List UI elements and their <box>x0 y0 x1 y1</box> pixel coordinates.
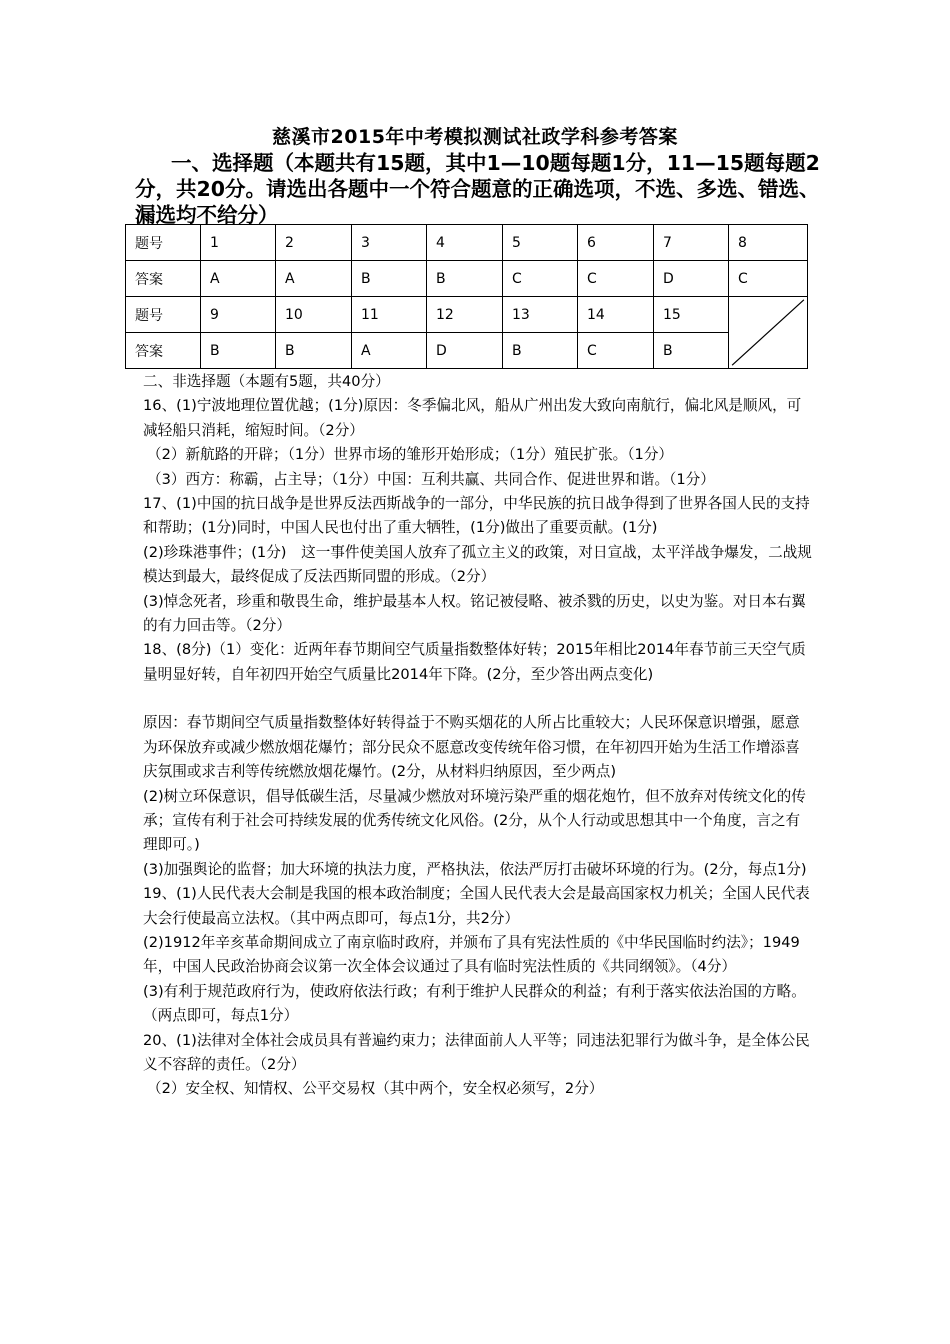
answer-16-1: 16、(1)宁波地理位置优越；(1分)原因：冬季偏北风，船从广州出发大致向南航行，偏北风是顺风，可减轻船只消耗，缩短时间。（2分） <box>143 397 802 439</box>
table-cell: 1 <box>201 225 276 261</box>
table-cell: 3 <box>352 225 427 261</box>
table-cell: 15 <box>654 297 729 333</box>
table-row <box>126 297 808 333</box>
table-cell: A <box>276 261 352 297</box>
answer-19-3: (3)有利于规范政府行为，使政府依法行政；有利于维护人民群众的利益；有利于落实依法治国的方略。（两点即可，每点1分） <box>143 982 806 1025</box>
table-cell: B <box>201 333 276 369</box>
diagonal-line <box>729 297 807 368</box>
table-cell: 答案 <box>126 333 201 369</box>
answer-19-1: 19、(1)人民代表大会制是我国的根本政治制度；全国人民代表大会是最高国家权力机关；全国人民代表大会行使最高立法权。（其中两点即可，每点1分，共2分） <box>143 885 810 927</box>
answer-19-2: (2)1912年辛亥革命期间成立了南京临时政府，并颁布了具有宪法性质的《中华民国临时约法》；1949年，中国人民政治协商会议第一次全体会议通过了具有临时宪法性质的《共同纲领》。（4分） <box>143 933 800 976</box>
page-title: 慈溪市2015年中考模拟测试社政学科参考答案 <box>272 126 678 148</box>
table-cell: 14 <box>578 297 654 333</box>
answer-16-2: （2）新航路的开辟；（1分）世界市场的雏形开始形成；（1分）殖民扩张。（1分） <box>147 446 674 464</box>
answer-20-2: （2）安全权、知情权、公平交易权（其中两个，安全权必须写，2分） <box>147 1080 604 1098</box>
answer-20-1: 20、(1)法律对全体社会成员具有普遍约束力；法律面前人人平等；同违法犯罪行为做斗争，是全体公民义不容辞的责任。（2分） <box>143 1031 810 1073</box>
table-cell: 8 <box>729 225 808 261</box>
table-cell: 9 <box>201 297 276 333</box>
table-cell: 5 <box>503 225 578 261</box>
table-cell: B <box>427 261 503 297</box>
table-cell: B <box>352 261 427 297</box>
answer-17-2: (2)珍珠港事件；(1分) 这一事件使美国人放弃了孤立主义的政策，对日宣战，太平洋战争爆发，二战规模达到最大，最终促成了反法西斯同盟的形成。（2分） <box>143 543 812 586</box>
answer-18-3: (3)加强舆论的监督；加大环境的执法力度，严格执法，依法严厉打击破坏环境的行为。(2分，每点1分) <box>143 860 807 878</box>
table-cell: C <box>578 333 654 369</box>
table-cell: D <box>427 333 503 369</box>
table-row <box>126 333 808 369</box>
table-cell: 13 <box>503 297 578 333</box>
table-cell: A <box>352 333 427 369</box>
answer-table <box>125 224 808 369</box>
section2-heading: 二、非选择题（本题有5题，共40分） <box>143 373 390 390</box>
table-cell: 答案 <box>126 261 201 297</box>
diagonal-blank-cell <box>729 297 808 369</box>
table-cell: 7 <box>654 225 729 261</box>
table-cell: 题号 <box>126 297 201 333</box>
answer-16-3: （3）西方：称霸，占主导；（1分）中国：互利共赢、共同合作、促进世界和谐。（1分） <box>147 470 715 488</box>
answer-17-1: 17、(1)中国的抗日战争是世界反法西斯战争的一部分，中华民族的抗日战争得到了世界各国人民的支持和帮助；(1分)同时，中国人民也付出了重大牺牲，(1分)做出了重要贡献。(1分) <box>143 495 810 537</box>
table-cell: B <box>276 333 352 369</box>
table-cell: B <box>654 333 729 369</box>
table-cell: C <box>578 261 654 297</box>
table-cell: B <box>503 333 578 369</box>
table-cell: C <box>503 261 578 297</box>
answer-18-reason: 原因：春节期间空气质量指数整体好转得益于不购买烟花的人所占比重较大；人民环保意识增强，愿意为环保放弃或减少燃放烟花爆竹；部分民众不愿意改变传统年俗习惯，在年初四开始为生活工作增添喜庆氛围或求吉利等传统燃放烟花爆竹。(2分，从材料归纳原因，至少两点) <box>143 714 800 781</box>
table-cell: 10 <box>276 297 352 333</box>
answer-18-1: 18、(8分)（1）变化：近两年春节期间空气质量指数整体好转；2015年相比2014年春节前三天空气质量明显好转，自年初四开始空气质量比2014年下降。(2分，至少答出两点变化) <box>143 641 806 683</box>
table-cell: 12 <box>427 297 503 333</box>
table-cell: 2 <box>276 225 352 261</box>
table-row <box>126 225 808 261</box>
answer-body <box>143 370 813 1102</box>
answer-17-3: (3)悼念死者，珍重和敬畏生命，维护最基本人权。铭记被侵略、被杀戮的历史，以史为鉴。对日本右翼的有力回击等。（2分） <box>143 592 806 635</box>
table-cell: C <box>729 261 808 297</box>
section1-heading: 一、选择题（本题共有15题，其中1—10题每题1分，11—15题每题2分，共20分。请选出各题中一个符合题意的正确选项，不选、多选、错选、漏选均不给分） <box>135 151 820 227</box>
table-cell: D <box>654 261 729 297</box>
table-cell: 题号 <box>126 225 201 261</box>
table-row <box>126 261 808 297</box>
answer-18-2: (2)树立环保意识，倡导低碳生活，尽量减少燃放对环境污染严重的烟花炮竹，但不放弃对传统文化的传承；宣传有利于社会可持续发展的优秀传统文化风俗。(2分，从个人行动或思想其中一个角度，言之有理即可。) <box>143 787 806 854</box>
table-cell: 4 <box>427 225 503 261</box>
table-cell: 6 <box>578 225 654 261</box>
table-cell: 11 <box>352 297 427 333</box>
table-cell: A <box>201 261 276 297</box>
